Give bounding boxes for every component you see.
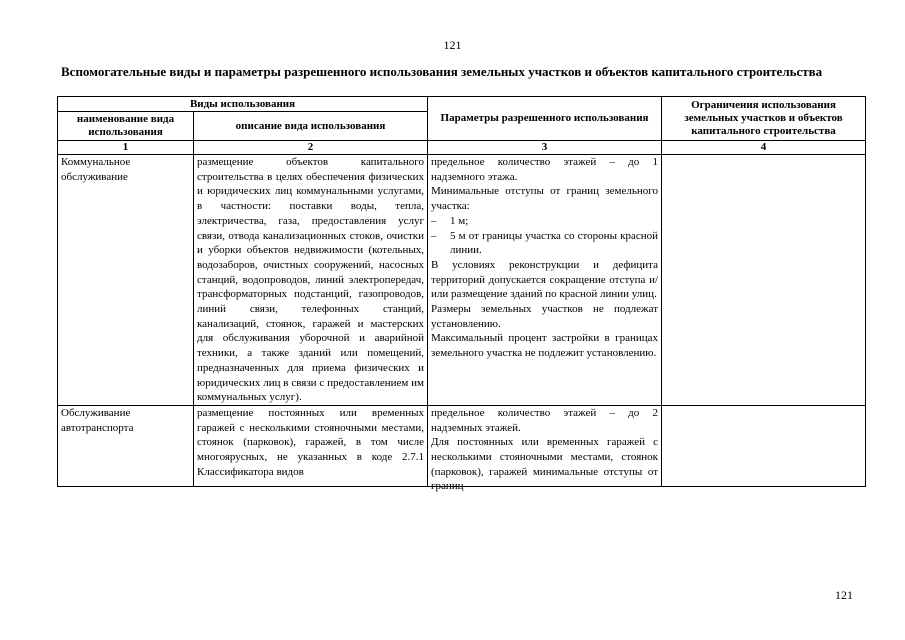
usage-parameters — [428, 155, 662, 406]
page-number-top: 121 — [443, 38, 462, 52]
column-number: 4 — [662, 141, 866, 155]
header-type-description: описание вида использования — [194, 112, 428, 141]
table-row — [58, 155, 866, 406]
setback-item: – 1 м; — [431, 214, 658, 229]
usage-parameters-clip — [431, 406, 659, 493]
column-number: 1 — [58, 141, 194, 155]
column-number-row — [58, 141, 866, 155]
column-number: 3 — [428, 141, 662, 155]
max-floors-text: предельное количество этажей – до 1 надземного этажа. — [431, 156, 659, 183]
setback-list — [431, 214, 658, 258]
usage-type-name: Обслуживание автотранспорта — [58, 405, 194, 486]
table-header-row — [58, 97, 866, 112]
header-type-name: наименование вида использования — [58, 112, 194, 141]
usage-type-description: размещение постоянных или временных гаражей с несколькими стояночными местами, стоянок (парковок), гаражей, в том числе многоярусных, не указанных в коде 2.7.1 Классификатора видов — [197, 406, 425, 478]
usage-type-name: Коммунальное обслуживание — [58, 155, 194, 406]
plot-size-text: Размеры земельных участков не подлежат установлению. — [431, 303, 659, 330]
usage-restrictions — [662, 155, 866, 406]
coverage-text: Максимальный процент застройки в границах земельного участка не подлежит установлению. — [431, 332, 659, 360]
max-floors-text: предельное количество этажей – до 2 надземных этажей. — [431, 406, 659, 434]
page-number-bottom: 121 — [835, 588, 853, 602]
header-restrictions: Ограничения использования земельных участков и объектов капитального строительства — [662, 97, 866, 141]
column-number: 2 — [194, 141, 428, 155]
usage-type-description-cell — [194, 405, 428, 486]
table-row — [58, 405, 866, 486]
usage-type-description: размещение объектов капитального строительства в целях обеспечения физических и юридических лиц коммунальными услугами, в частности: поставки воды, тепла, электричества, газа, предоставления услуг связи, отвода канализационных стоков, очистки и уборки объектов недвижимости (котельных, водозаборов, очистных сооружений, насосных станций, водопроводов, линий электропередач, трансформаторных подстанций, газопроводов, линий связи, телефонных станций, канализаций, стоянок, гаражей и мастерских для обслуживания уборочной и аварийной техники, а также зданий или помещений, предназначенных для приема физических и юридических лиц в связи с предоставлением им коммунальных услуг). — [194, 155, 428, 406]
setback-label: Минимальные отступы от границ земельного участка: — [431, 185, 659, 213]
header-usage-types: Виды использования — [58, 97, 428, 112]
reconstruction-text: В условиях реконструкции и дефицита территорий допускается сокращение отступа и/или размещение зданий по красной линии улиц. — [431, 258, 659, 301]
usage-restrictions — [662, 405, 866, 486]
land-use-table — [57, 96, 866, 493]
header-parameters: Параметры разрешенного использования — [428, 97, 662, 141]
setback-item: – 5 м от границы участка со стороны красной линии. — [431, 229, 658, 258]
usage-parameters — [428, 405, 662, 493]
garage-setback-text: Для постоянных или временных гаражей с несколькими стояночными местами, стоянок (парковок), гаражей минимальные отступы от границ — [431, 436, 659, 493]
document-title: Вспомогательные виды и параметры разрешенного использования земельных участков и объектов капитального строительства — [61, 64, 823, 79]
